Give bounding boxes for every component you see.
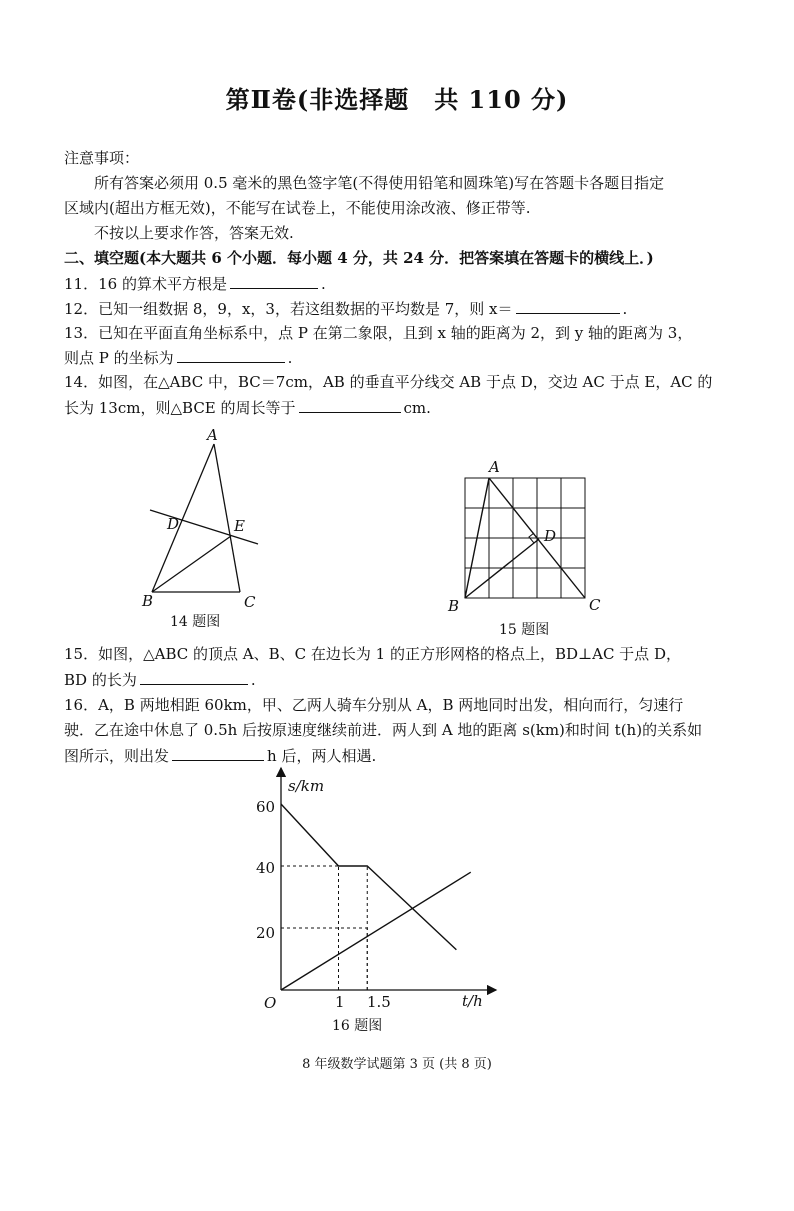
notes-line-2: 区域内(超出方框无效)，不能写在试卷上，不能使用涂改液、修正带等. bbox=[64, 199, 531, 217]
fig14-label-d: D bbox=[167, 515, 180, 533]
q16-answer-blank[interactable] bbox=[172, 745, 264, 761]
question-15-line-1: 15．如图，△ABC 的顶点 A、B、C 在边长为 1 的正方形网格的格点上，BD⊥AC 于点 D， bbox=[64, 645, 681, 663]
q12-end: . bbox=[622, 300, 628, 318]
fig15-label-d: D bbox=[544, 527, 557, 545]
question-12 bbox=[64, 298, 627, 319]
fig15-caption: 15 题图 bbox=[499, 622, 550, 638]
question-14-line-1: 14．如图，在△ABC 中，BC＝7cm，AB 的垂直平分线交 AB 于点 D，交边 AC 于点 E，AC 的 bbox=[64, 373, 713, 391]
q11-text: 11．16 的算术平方根是 bbox=[64, 275, 227, 293]
fig14-label-b: B bbox=[142, 592, 154, 610]
fig16-xtick-1: 1 bbox=[335, 993, 345, 1011]
q14-end: cm. bbox=[403, 399, 431, 417]
q11-answer-blank[interactable] bbox=[230, 273, 318, 289]
fig14-label-e: E bbox=[234, 517, 245, 535]
question-15-line-2 bbox=[64, 669, 256, 690]
fig14-label-a: A bbox=[207, 426, 218, 444]
fig15-segment-bd bbox=[465, 539, 539, 598]
q15-end: . bbox=[250, 671, 256, 689]
fig15-label-a: A bbox=[489, 458, 500, 476]
fig16-caption: 16 题图 bbox=[332, 1018, 383, 1034]
q15-answer-blank[interactable] bbox=[140, 669, 248, 685]
page-footer: 8 年级数学试题第 3 页 (共 8 页) bbox=[302, 1057, 492, 1072]
fig16-x-label: t/h bbox=[462, 992, 483, 1010]
fig14-label-c: C bbox=[244, 593, 256, 611]
fig14-perp-bisector bbox=[150, 510, 258, 544]
fig14-side-ab bbox=[152, 444, 214, 592]
notes-heading: 注意事项： bbox=[64, 149, 140, 167]
fig16-ytick-60: 60 bbox=[256, 798, 276, 816]
q14-answer-blank[interactable] bbox=[299, 397, 401, 413]
fig15-grid bbox=[465, 478, 585, 598]
section-heading: 二、填空题(本大题共 6 个小题．每小题 4 分，共 24 分．把答案填在答题卡的横线上．) bbox=[64, 249, 654, 267]
q13-text: 则点 P 的坐标为 bbox=[64, 349, 174, 367]
fig16-ytick-40: 40 bbox=[256, 859, 276, 877]
question-13-line-2 bbox=[64, 347, 292, 368]
fig16-origin-label: O bbox=[264, 994, 277, 1012]
q11-end: . bbox=[320, 275, 326, 293]
fig14-segment-be bbox=[152, 536, 231, 592]
fig15-side-ab bbox=[465, 478, 489, 598]
notes-line-3: 不按以上要求作答，答案无效. bbox=[94, 224, 294, 242]
q14-text: 长为 13cm，则△BCE 的周长等于 bbox=[64, 399, 296, 417]
q13-answer-blank[interactable] bbox=[177, 347, 285, 363]
fig15-side-ac bbox=[489, 478, 585, 598]
q16-end: h 后，两人相遇. bbox=[267, 747, 377, 765]
fig16-series-line-1 bbox=[281, 872, 471, 990]
fig14-caption: 14 题图 bbox=[170, 614, 221, 630]
page-title: 第Ⅱ卷(非选择题 共 110 分) bbox=[225, 85, 569, 114]
fig16-ytick-20: 20 bbox=[256, 924, 276, 942]
fig14-side-ac bbox=[214, 444, 240, 592]
fig15-right-angle bbox=[529, 533, 534, 543]
fig16-xtick-1-5: 1.5 bbox=[367, 993, 391, 1011]
q16-text: 图所示，则出发 bbox=[64, 747, 170, 765]
question-16-line-3 bbox=[64, 745, 376, 766]
fig15-label-b: B bbox=[448, 597, 460, 615]
question-16-line-1: 16．A，B 两地相距 60km，甲、乙两人骑车分别从 A，B 两地同时出发，相向而行，匀速行 bbox=[64, 696, 684, 714]
fig16-series-line-0 bbox=[281, 804, 456, 950]
fig16-y-label: s/km bbox=[288, 777, 325, 795]
notes-line-1: 所有答案必须用 0.5 毫米的黑色签字笔(不得使用铅笔和圆珠笔)写在答题卡各题目指定 bbox=[94, 174, 665, 192]
question-14-line-2 bbox=[64, 397, 431, 418]
question-13-line-1: 13．已知在平面直角坐标系中，点 P 在第二象限，且到 x 轴的距离为 2，到 y 轴的距离为 3， bbox=[64, 324, 693, 342]
q12-text: 12．已知一组数据 8，9，x，3，若这组数据的平均数是 7，则 x＝ bbox=[64, 300, 513, 318]
question-16-line-2: 驶．乙在途中休息了 0.5h 后按原速度继续前进．两人到 A 地的距离 s(km)和时间 t(h)的关系如 bbox=[64, 721, 703, 739]
fig15-label-c: C bbox=[589, 596, 601, 614]
question-11 bbox=[64, 273, 326, 294]
q12-answer-blank[interactable] bbox=[516, 298, 620, 314]
q13-end: . bbox=[287, 349, 293, 367]
q15-text: BD 的长为 bbox=[64, 671, 137, 689]
